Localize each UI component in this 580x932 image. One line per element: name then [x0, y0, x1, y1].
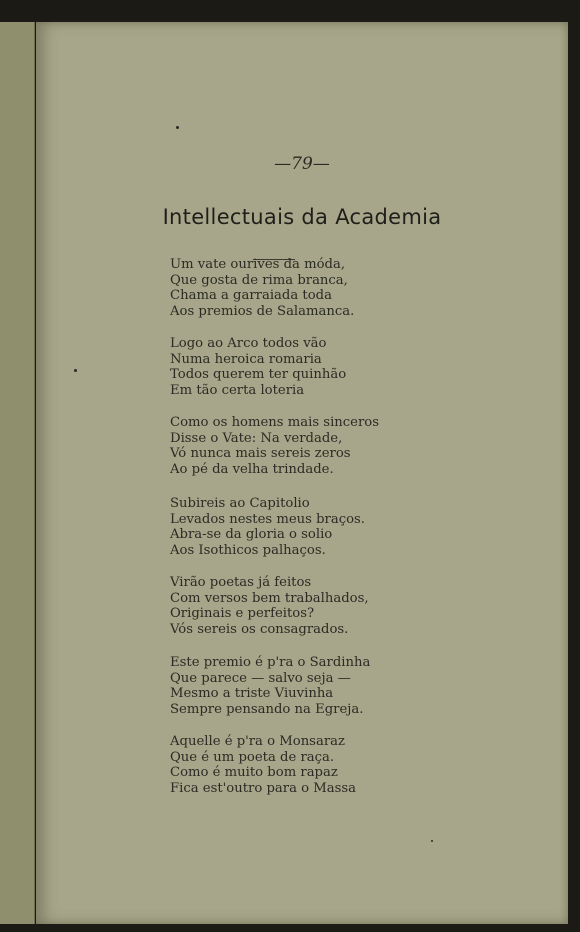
- verse-line: Levados nestes meus braços.: [170, 511, 365, 527]
- stanza: [170, 575, 470, 638]
- verse-line: Que parece — salvo seja —: [170, 670, 351, 686]
- verse-line: Virão poetas já feitos: [170, 575, 312, 590]
- verse-line: Um vate ourives da móda,: [170, 257, 346, 272]
- verse-line: Mesmo a triste Viuvinha: [170, 686, 334, 702]
- verse-line: Fica est'outro para o Massa: [170, 781, 357, 797]
- stanza: [170, 257, 470, 320]
- verse-line: Vós sereis os consagrados.: [170, 622, 349, 638]
- verse-line: Ao pé da velha trindade.: [170, 462, 334, 478]
- ink-speck: [431, 840, 433, 842]
- verse-line: Chama a garraiada toda: [170, 288, 332, 304]
- verse-line: Todos querem ter quinhão: [170, 367, 347, 383]
- verse-line: Em tão certa loteria: [170, 383, 305, 399]
- stanza: [170, 655, 470, 718]
- ink-speck: [176, 126, 179, 129]
- verse-line: Vó nunca mais sereis zeros: [170, 446, 351, 462]
- verse-line: Com versos bem trabalhados,: [170, 590, 369, 606]
- verse-line: Originais e perfeitos?: [170, 606, 315, 622]
- stanza: [170, 496, 470, 559]
- verse-line: Como é muito bom rapaz: [170, 765, 338, 781]
- stanza: [170, 336, 470, 399]
- verse-line: Que é um poeta de raça.: [170, 749, 335, 765]
- ink-speck: [74, 369, 77, 372]
- verse-line: Numa heroica romaria: [170, 351, 322, 367]
- verse-line: Este premio é p'ra o Sardinha: [170, 655, 371, 670]
- stanza: [170, 415, 470, 478]
- verse-line: Sempre pensando na Egreja.: [170, 702, 364, 718]
- page-number: —79—: [274, 154, 330, 174]
- verse-line: Aquelle é p'ra o Monsaraz: [170, 734, 345, 749]
- verse-line: Abra-se da gloria o solio: [170, 527, 333, 543]
- stanza: [170, 734, 470, 797]
- verse-line: Disse o Vate: Na verdade,: [170, 430, 343, 446]
- verse-line: Aos premios de Salamanca.: [170, 304, 355, 320]
- verse-line: Que gosta de rima branca,: [170, 272, 348, 288]
- verse-line: Aos Isothicos palhaços.: [170, 543, 326, 559]
- previous-page-edge: [0, 22, 35, 924]
- verse-line: Logo ao Arco todos vão: [170, 336, 327, 351]
- verse-line: Como os homens mais sinceros: [170, 415, 379, 430]
- verse-line: Subireis ao Capitolio: [170, 496, 310, 511]
- book-page: [36, 22, 568, 924]
- poem-title: Intellectuais da Academia: [162, 205, 442, 229]
